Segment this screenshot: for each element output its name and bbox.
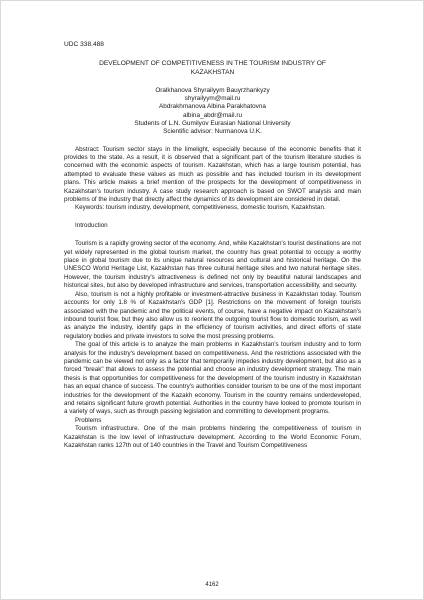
body-paragraph-3: The goal of this article is to analyze the main problems in Kazakhstan's tourism industry and to form analysis for the industry's development based on competitiveness. And the restrictions associated with the pandemic can be viewed not only as a factor that temporarily impedes industry development, but also as a forced "break" that allows to assess the potential and choose an industry development strategy. The main thesis is that opportunities for competitiveness for the development of the tourism industry in Kazakhstan has an equal chance of success. The country's authorities consider tourism to be one of the most important industries for the development of the Kazakh economy. Tourism in the country remains underdeveloped, and retains significant future growth potential. Authorities in the country have looked to promote tourism in a variety of ways, such as through passing legislation and committing to development programs. — [64, 341, 361, 416]
section-heading-problems: Problems — [75, 416, 102, 424]
section-heading-introduction: Introduction — [75, 221, 108, 229]
author-affiliation: Students of L.N. Gumilyov Eurasian National University — [134, 120, 291, 127]
body-paragraph-2: Also, tourism is not a highly profitable or investment-attractive business in Kazakhstan today. Tourism accounts for only 1.8 % of Kazakhstan's GDP [1]. Restrictions on the movement of foreign tourists associated with the pandemic and the political events, of course, have a negative impact on Kazakhstan's inbound tourist flow, but they also allow us to reorient the outgoing tourist flow to domestic tourism, as well as analyze the industry, identify gaps in the efficiency of tourism activities, and direct efforts of state regulatory bodies and private investors to solve the most pressing problems. — [64, 290, 361, 340]
page-number: 4162 — [205, 582, 219, 588]
keywords-line: Keywords: tourism industry, development, competitiveness, domestic tourism, Kazakhstan. — [75, 204, 326, 212]
body-paragraph-problems: Tourism infrastructure. One of the main problems hindering the competitiveness of tourism in Kazakhstan is the low level of infrastructure development. According to the World Economic Forum, Kazakhstan ranks 127th out of 140 countries in the Travel and Tourism Competitiveness — [64, 425, 361, 449]
author-email-2: albina_abdr@mail.ru — [182, 111, 243, 119]
abstract-paragraph: Abstract: Tourism sector stays in the limelight, especially because of the economic benefits that it provides to the state. As a result, it is observed that a significant part of the tourism literature studies is concerned with the economic aspects of tourism. Kazakhstan, which has a large tourism potential, has attempted to evaluate these values as much as possible and has included tourism in its development plans. This article makes a brief mention of the prospects for the development of competitiveness in Kazakhstan's tourism industry. A case study research approach is based on SWOT analysis and main problems of the industry that directly affect the dynamics of its development are considered in detail. — [64, 145, 361, 204]
paper-title: DEVELOPMENT OF COMPETITIVENESS IN THE TOURISM INDUSTRY OF KAZAKHSTAN — [99, 60, 326, 76]
author-name-1: Oralkhanova Shyrailyym Bauyrzhankyzy — [155, 86, 270, 94]
body-paragraph-1: Tourism is a rapidly growing sector of the economy. And, while Kazakhstan's tourist destinations are not yet widely represented in the global tourism market, the country has great potential to occupy a worthy place in global tourism due to its unique natural resources and cultural and historical heritage. On the UNESCO World Heritage List, Kazakhstan has three cultural heritage sites and two natural heritage sites. However, the tourism industry's attractiveness is defined not only by beautiful natural landscapes and historical sites, but also by developed infrastructure and services, transportation accessibility, and security. — [64, 240, 361, 290]
author-email-1: shyrailyym@mail.ru — [184, 95, 241, 103]
scientific-advisor: Scientific advisor: Nurmanova U.K. — [163, 128, 262, 136]
author-name-2: Abdrakhmanova Albina Parakhatovna — [159, 103, 266, 111]
udc-code: UDC 338.488 — [64, 41, 104, 48]
page-content — [64, 41, 361, 450]
author-block — [64, 87, 361, 137]
